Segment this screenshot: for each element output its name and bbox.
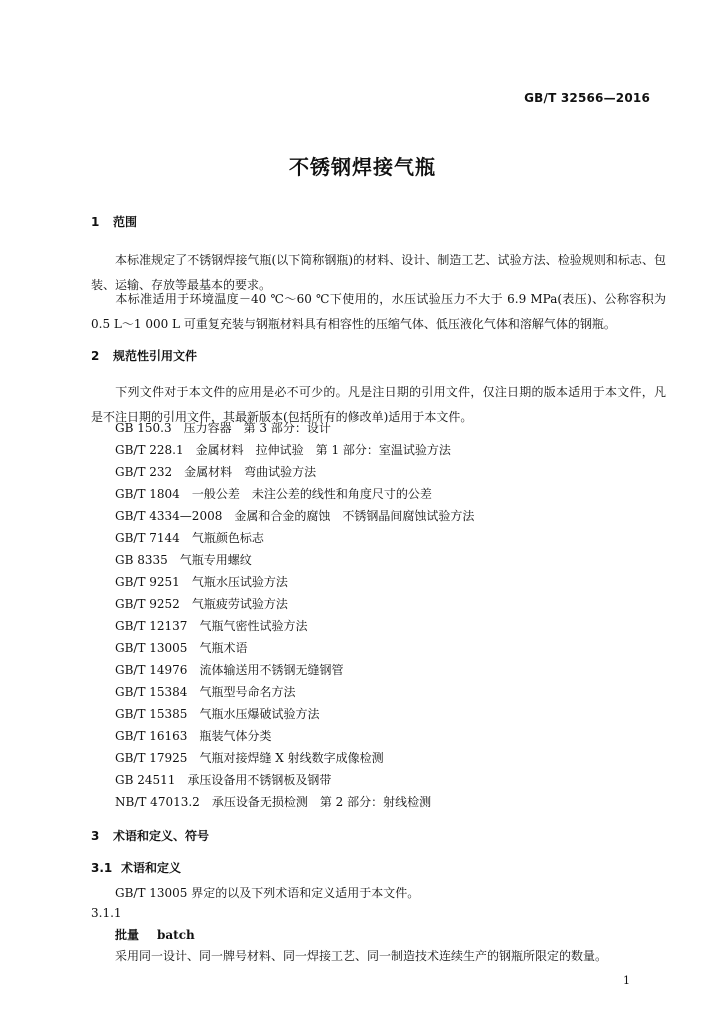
reference-code: GB/T 15384 — [115, 685, 188, 699]
reference-code: GB 8335 — [115, 553, 168, 567]
reference-name: 一般公差 未注公差的线性和角度尺寸的公差 — [191, 487, 432, 501]
reference-code: GB 24511 — [115, 773, 176, 787]
document-title: 不锈钢焊接气瓶 — [289, 155, 436, 179]
paragraph-text: 下列文件对于本文件的应用是必不可少的。凡是注日期的引用文件，仅注日期的版本适用于本文件，凡是不注日期的引用文件，其最新版本(包括所有的修改单)适用于本文件。 — [91, 385, 666, 424]
section-title: 规范性引用文件 — [113, 349, 198, 363]
section-number: 2 — [91, 349, 100, 363]
reference-name: 气瓶术语 — [199, 641, 248, 655]
reference-name: 气瓶型号命名方法 — [199, 685, 296, 699]
reference-item — [115, 727, 271, 745]
reference-name: 压力容器 第 3 部分：设计 — [183, 421, 331, 435]
reference-name: 金属材料 弯曲试验方法 — [184, 465, 317, 479]
reference-code: GB/T 4334—2008 — [115, 509, 223, 523]
section-3-heading — [91, 827, 209, 844]
reference-item — [115, 441, 451, 459]
subsection-title: 术语和定义 — [121, 861, 182, 875]
reference-code: GB/T 9252 — [115, 597, 180, 611]
reference-item — [115, 793, 431, 811]
reference-name: 瓶装气体分类 — [199, 729, 272, 743]
paragraph-text: 本标准适用于环境温度－40 ℃～60 ℃下使用的，水压试验压力不大于 6.9 MPa(表压)、公称容积为 0.5 L～1 000 L 可重复充装与钢瓶材料具有相容性的压缩气体、低压液化气体和溶解气体的钢瓶。 — [91, 292, 666, 331]
reference-item — [115, 617, 307, 635]
reference-name: 承压设备无损检测 第 2 部分：射线检测 — [211, 795, 432, 809]
term-number: 3.1.1 — [91, 906, 122, 920]
reference-name: 金属材料 拉伸试验 第 1 部分：室温试验方法 — [195, 443, 451, 457]
reference-name: 气瓶颜色标志 — [191, 531, 264, 545]
reference-code: GB/T 14976 — [115, 663, 188, 677]
reference-code: GB/T 13005 — [115, 641, 188, 655]
reference-item — [115, 749, 384, 767]
section-1-para-2 — [91, 287, 666, 336]
reference-item — [115, 661, 343, 679]
reference-code: GB/T 232 — [115, 465, 173, 479]
reference-item — [115, 573, 288, 591]
term-definition: 采用同一设计、同一牌号材料、同一焊接工艺、同一制造技术连续生产的钢瓶所限定的数量。 — [115, 949, 608, 963]
reference-item — [115, 705, 319, 723]
reference-item — [115, 639, 247, 657]
section-1-heading — [91, 213, 137, 230]
term-heading — [115, 926, 195, 943]
reference-code: GB/T 12137 — [115, 619, 188, 633]
reference-name: 承压设备用不锈钢板及钢带 — [187, 773, 332, 787]
reference-name: 金属和合金的腐蚀 不锈钢晶间腐蚀试验方法 — [234, 509, 475, 523]
term-chinese: 批量 — [115, 928, 140, 942]
section-title: 术语和定义、符号 — [113, 829, 210, 843]
reference-item — [115, 507, 474, 525]
reference-name: 气瓶对接焊缝 X 射线数字成像检测 — [199, 751, 384, 765]
standard-code: GB/T 32566—2016 — [524, 91, 650, 105]
reference-code: GB/T 1804 — [115, 487, 180, 501]
section-number: 3 — [91, 829, 100, 843]
term-english: batch — [157, 928, 195, 942]
reference-name: 气瓶水压试验方法 — [191, 575, 288, 589]
reference-name: 流体输送用不锈钢无缝钢管 — [199, 663, 344, 677]
reference-name: 气瓶气密性试验方法 — [199, 619, 308, 633]
reference-code: GB/T 9251 — [115, 575, 180, 589]
page-number: 1 — [623, 974, 630, 987]
paragraph-text: 本标准规定了不锈钢焊接气瓶(以下简称钢瓶)的材料、设计、制造工艺、试验方法、检验规则和标志、包装、运输、存放等最基本的要求。 — [91, 253, 666, 292]
reference-name: 气瓶水压爆破试验方法 — [199, 707, 320, 721]
reference-name: 气瓶专用螺纹 — [179, 553, 252, 567]
reference-code: GB 150.3 — [115, 421, 172, 435]
section-title: 范围 — [113, 215, 138, 229]
subsection-3-1-heading — [91, 859, 181, 876]
subsection-number: 3.1 — [91, 861, 113, 875]
subsection-3-1-text: GB/T 13005 界定的以及下列术语和定义适用于本文件。 — [115, 886, 420, 900]
reference-item — [115, 419, 331, 437]
reference-code: GB/T 15385 — [115, 707, 188, 721]
reference-item — [115, 595, 288, 613]
reference-item — [115, 529, 264, 547]
reference-name: 气瓶疲劳试验方法 — [191, 597, 288, 611]
reference-code: GB/T 16163 — [115, 729, 188, 743]
section-number: 1 — [91, 215, 100, 229]
reference-code: GB/T 228.1 — [115, 443, 184, 457]
reference-item — [115, 683, 295, 701]
reference-code: GB/T 7144 — [115, 531, 180, 545]
reference-code: NB/T 47013.2 — [115, 795, 200, 809]
reference-code: GB/T 17925 — [115, 751, 188, 765]
reference-item — [115, 485, 432, 503]
reference-item — [115, 463, 316, 481]
reference-item — [115, 771, 331, 789]
reference-item — [115, 551, 252, 569]
section-2-heading — [91, 347, 197, 364]
